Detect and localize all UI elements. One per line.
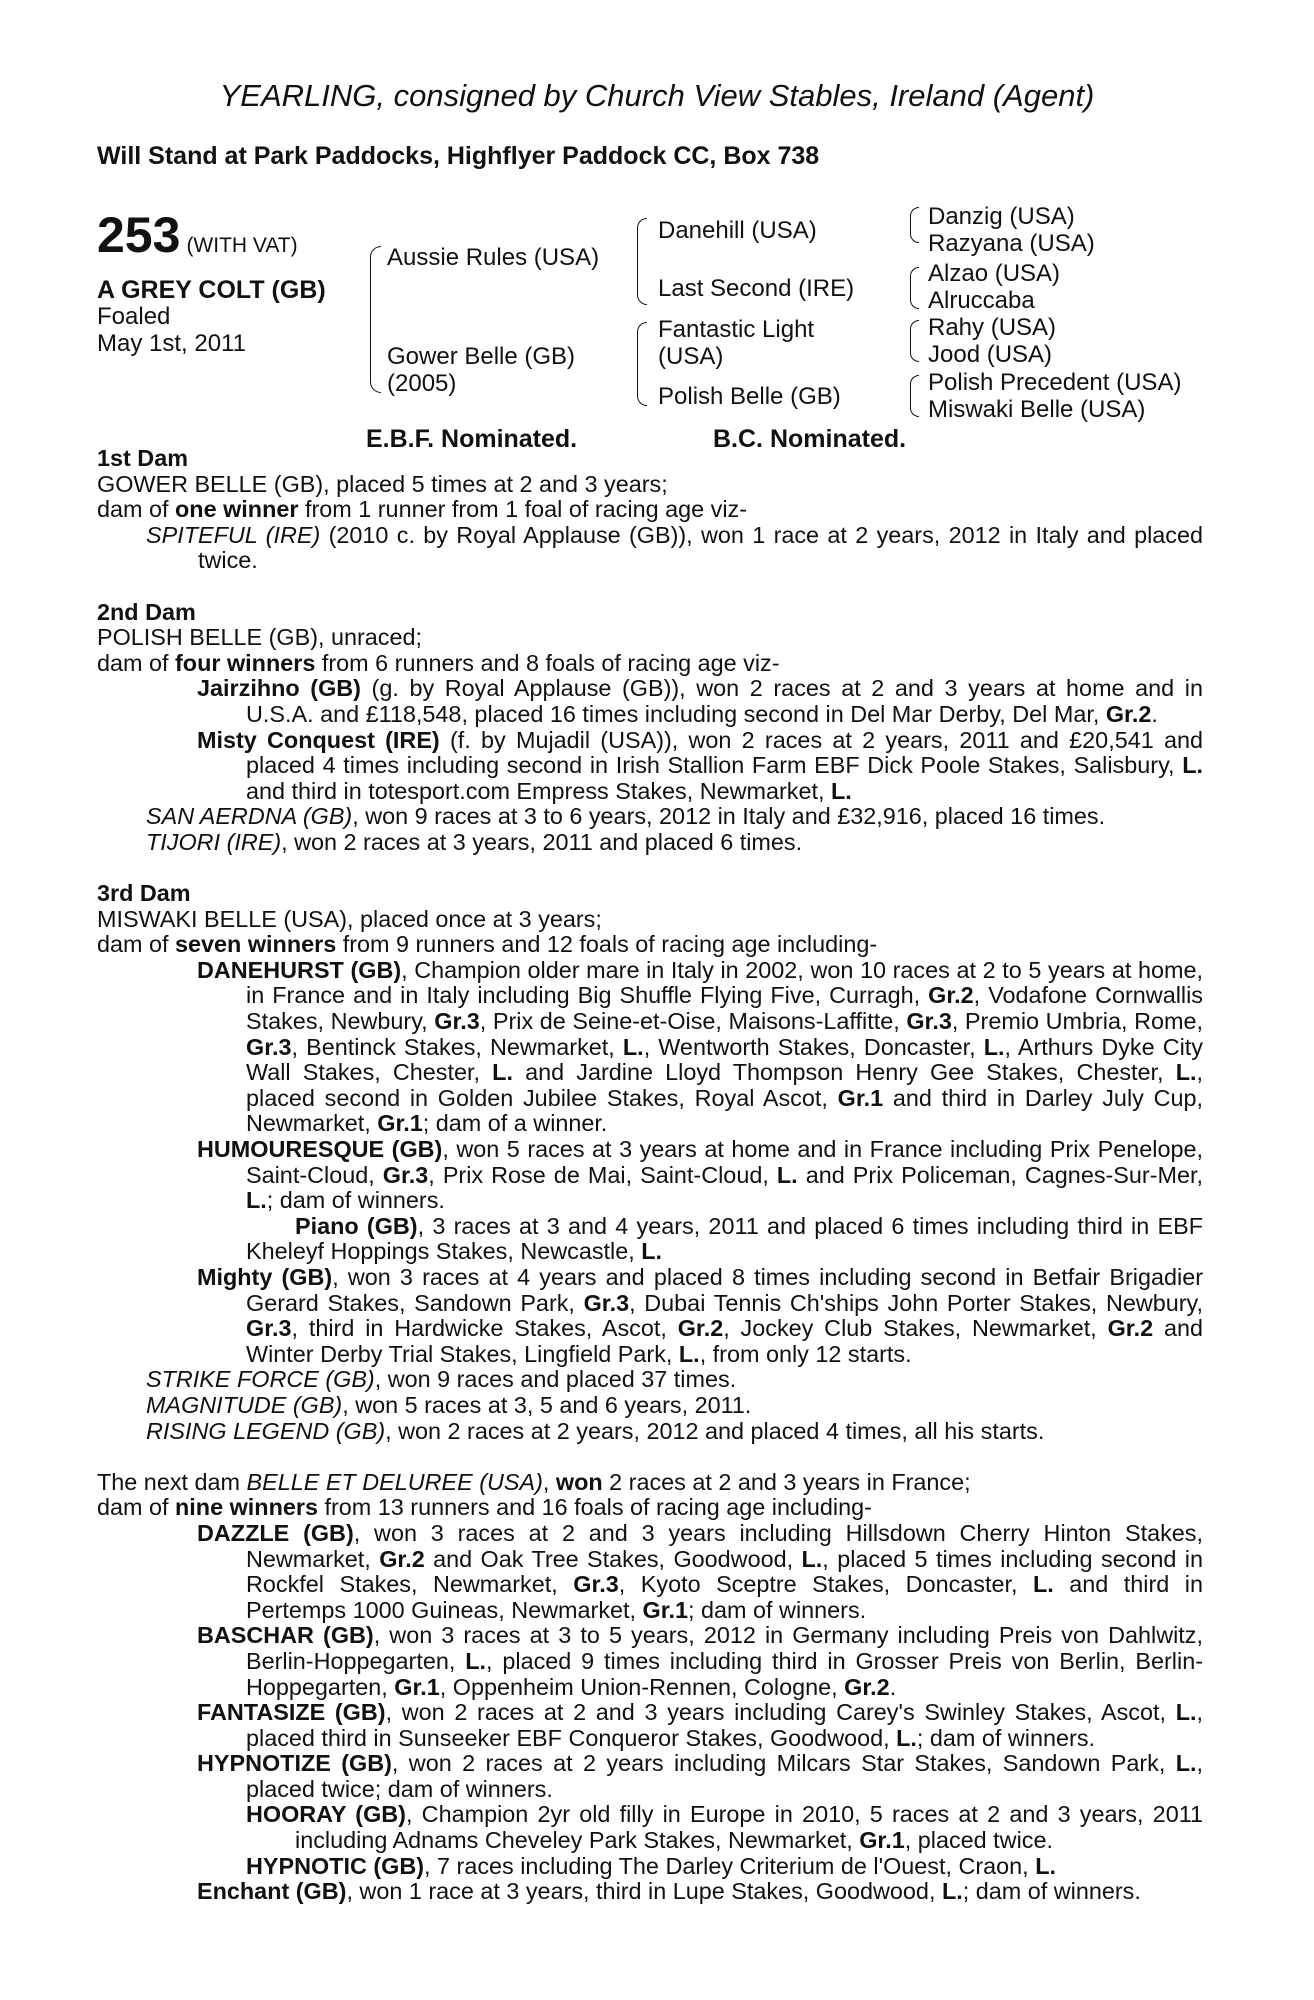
third-dam-heading: 3rd Dam (97, 880, 191, 907)
pedigree-dam-name: Gower Belle (GB) (387, 343, 576, 370)
third-dam-line: MISWAKI BELLE (USA), placed once at 3 years; (97, 905, 602, 932)
progeny-misty-conquest: Misty Conquest (IRE) (f. by Mujadil (USA)), won 2 races at 2 years, 2011 and £20,541 and placed 4 times including second in Irish Stallion Farm EBF Dick Poole Stakes, Salisbury, L. and third in totesport.com Empress Stakes, Newmarket, L. (197, 726, 1203, 804)
pedigree-brace-sire-parents (637, 218, 647, 305)
pedigree-dam-sire-line2: (USA) (658, 343, 724, 370)
first-dam-summary: dam of one winner from 1 runner from 1 foal of racing age viz- (97, 496, 747, 523)
first-dam-heading: 1st Dam (97, 445, 189, 471)
pedigree-dam-dam: Polish Belle (GB) (658, 383, 841, 410)
progeny-magnitude: MAGNITUDE (GB), won 5 races at 3, 5 and 6 years, 2011. (146, 1391, 752, 1418)
second-dam-line: POLISH BELLE (GB), unraced; (97, 624, 423, 651)
progeny-baschar: BASCHAR (GB), won 3 races at 3 to 5 years, 2012 in Germany including Preis von Dahlwitz, Berlin-Hoppegarten, L., placed 9 times including third in Grosser Preis von Berlin, Berlin-Hoppegarten, Gr.1, Oppenheim Union-Rennen, Cologne, Gr.2. (197, 1622, 1203, 1700)
produce-record (97, 446, 1203, 1905)
vat-note: (WITH VAT) (186, 234, 298, 257)
progeny-jairzihno: Jairzihno (GB) (g. by Royal Applause (GB)), won 2 races at 2 and 3 years at home and in U.S.A. and £118,548, placed 16 times including second in Del Mar Derby, Del Mar, Gr.2. (197, 675, 1203, 727)
stand-location: Will Stand at Park Paddocks, Highflyer Paddock CC, Box 738 (97, 142, 820, 170)
bc-nomination: B.C. Nominated. (713, 425, 907, 453)
pedigree-brace-sire-dam (370, 246, 381, 393)
next-dam-line: The next dam BELLE ET DELUREE (USA), won 2 races at 2 and 3 years in France; (97, 1468, 971, 1495)
next-dam-summary: dam of nine winners from 13 runners and 16 foals of racing age including- (97, 1494, 872, 1521)
progeny-hypnotize: HYPNOTIZE (GB), won 2 races at 2 years including Milcars Star Stakes, Sandown Park, L., placed twice; dam of winners. (197, 1750, 1203, 1802)
progeny-mighty: Mighty (GB), won 3 races at 4 years and placed 8 times including second in Betfair Brigadier Gerard Stakes, Sandown Park, Gr.3, Dubai Tennis Ch'ships John Porter Stakes, Newbury, Gr.3, third in Hardwicke Stakes, Ascot, Gr.2, Jockey Club Stakes, Newmarket, Gr.2 and Winter Derby Trial Stakes, Lingfield Park, L., from only 12 starts. (197, 1264, 1203, 1367)
lot-description: A GREY COLT (GB) (97, 276, 326, 304)
progeny-rising-legend: RISING LEGEND (GB), won 2 races at 2 years, 2012 and placed 4 times, all his starts. (146, 1417, 1045, 1444)
progeny-dazzle: DAZZLE (GB), won 3 races at 2 and 3 years including Hillsdown Cherry Hinton Stakes, Newmarket, Gr.2 and Oak Tree Stakes, Goodwood, L., placed 5 times including second in Rockfel Stakes, Newmarket, Gr.3, Kyoto Sceptre Stakes, Doncaster, L. and third in Pertemps 1000 Guineas, Newmarket, Gr.1; dam of winners. (197, 1519, 1203, 1623)
progeny-enchant: Enchant (GB), won 1 race at 3 years, third in Lupe Stakes, Goodwood, L.; dam of winners. (197, 1878, 1141, 1905)
third-dam-summary: dam of seven winners from 9 runners and 12 foals of racing age including- (97, 931, 878, 958)
pedigree-sss: Danzig (USA) (928, 203, 1075, 230)
progeny-piano: Piano (GB), 3 races at 3 and 4 years, 2011 and placed 6 times including third in EBF Kheleyf Hoppings Stakes, Newcastle, L. (246, 1212, 1203, 1265)
catalogue-header: YEARLING, consigned by Church View Stables, Ireland (Agent) (219, 78, 1095, 113)
pedigree-dds: Polish Precedent (USA) (928, 369, 1182, 396)
progeny-san-aerdna: SAN AERDNA (GB), won 9 races at 3 to 6 years, 2012 in Italy and £32,916, placed 16 times. (146, 803, 1106, 830)
pedigree-dam-year: (2005) (387, 370, 457, 397)
progeny-humouresque: HUMOURESQUE (GB), won 5 races at 3 years at home and in France including Prix Penelope, Saint-Cloud, Gr.3, Prix Rose de Mai, Saint-Cloud, L. and Prix Policeman, Cagnes-Sur-Mer, L.; dam of winners. (197, 1136, 1203, 1214)
foaled-date: May 1st, 2011 (97, 330, 246, 357)
pedigree-sire-sire: Danehill (USA) (658, 217, 817, 244)
pedigree-brace-dam-parents (637, 322, 647, 406)
progeny-tijori: TIJORI (IRE), won 2 races at 3 years, 2011 and placed 6 times. (146, 828, 803, 855)
pedigree-sdd: Alruccaba (928, 287, 1035, 314)
pedigree-brace-g2 (910, 267, 919, 309)
pedigree-dam-sire-line1: Fantastic Light (658, 316, 815, 343)
pedigree-dss: Rahy (USA) (928, 314, 1057, 341)
progeny-hooray: HOORAY (GB), Champion 2yr old filly in Europe in 2010, 5 races at 2 and 3 years, 2011 including Adnams Cheveley Park Stakes, Newmarket, Gr.1, placed twice. (246, 1801, 1203, 1854)
second-dam-summary: dam of four winners from 6 runners and 8 foals of racing age viz- (97, 649, 780, 676)
second-dam-heading: 2nd Dam (97, 598, 196, 625)
progeny-fantasize: FANTASIZE (GB), won 2 races at 2 and 3 years including Carey's Swinley Stakes, Ascot, L., placed third in Sunseeker EBF Conqueror Stakes, Goodwood, L.; dam of winners. (197, 1699, 1203, 1751)
progeny-spiteful: SPITEFUL (IRE) (2010 c. by Royal Applause (GB)), won 1 race at 2 years, 2012 in Italy and placed twice. (146, 521, 1203, 574)
lot-block (97, 206, 298, 264)
pedigree-ddd: Miswaki Belle (USA) (928, 396, 1146, 423)
lot-number: 253 (97, 207, 181, 263)
ebf-nomination: E.B.F. Nominated. (366, 425, 578, 453)
progeny-hypnotic: HYPNOTIC (GB), 7 races including The Darley Criterium de l'Ouest, Craon, L. (246, 1852, 1056, 1879)
pedigree-dsd: Jood (USA) (928, 341, 1053, 368)
pedigree-brace-g1 (910, 207, 919, 243)
progeny-strike-force: STRIKE FORCE (GB), won 9 races and placed 37 times. (146, 1366, 737, 1393)
first-dam-line: GOWER BELLE (GB), placed 5 times at 2 and 3 years; (97, 470, 668, 497)
pedigree-ssd: Razyana (USA) (928, 230, 1095, 257)
pedigree-sire-dam: Last Second (IRE) (658, 275, 855, 302)
pedigree-brace-g3 (910, 320, 919, 362)
pedigree-sire: Aussie Rules (USA) (387, 244, 600, 271)
pedigree-brace-g4 (910, 375, 919, 417)
foaled-label: Foaled (97, 303, 171, 330)
pedigree-sds: Alzao (USA) (928, 260, 1061, 287)
progeny-danehurst: DANEHURST (GB), Champion older mare in Italy in 2002, won 10 races at 2 to 5 years at home, in France and in Italy including Big Shuffle Flying Five, Curragh, Gr.2, Vodafone Cornwallis Stakes, Newbury, Gr.3, Prix de Seine-et-Oise, Maisons-Laffitte, Gr.3, Premio Umbria, Rome, Gr.3, Bentinck Stakes, Newmarket, L., Wentworth Stakes, Doncaster, L., Arthurs Dyke City Wall Stakes, Chester, L. and Jardine Lloyd Thompson Henry Gee Stakes, Chester, L., placed second in Golden Jubilee Stakes, Royal Ascot, Gr.1 and third in Darley July Cup, Newmarket, Gr.1; dam of a winner. (197, 956, 1204, 1137)
